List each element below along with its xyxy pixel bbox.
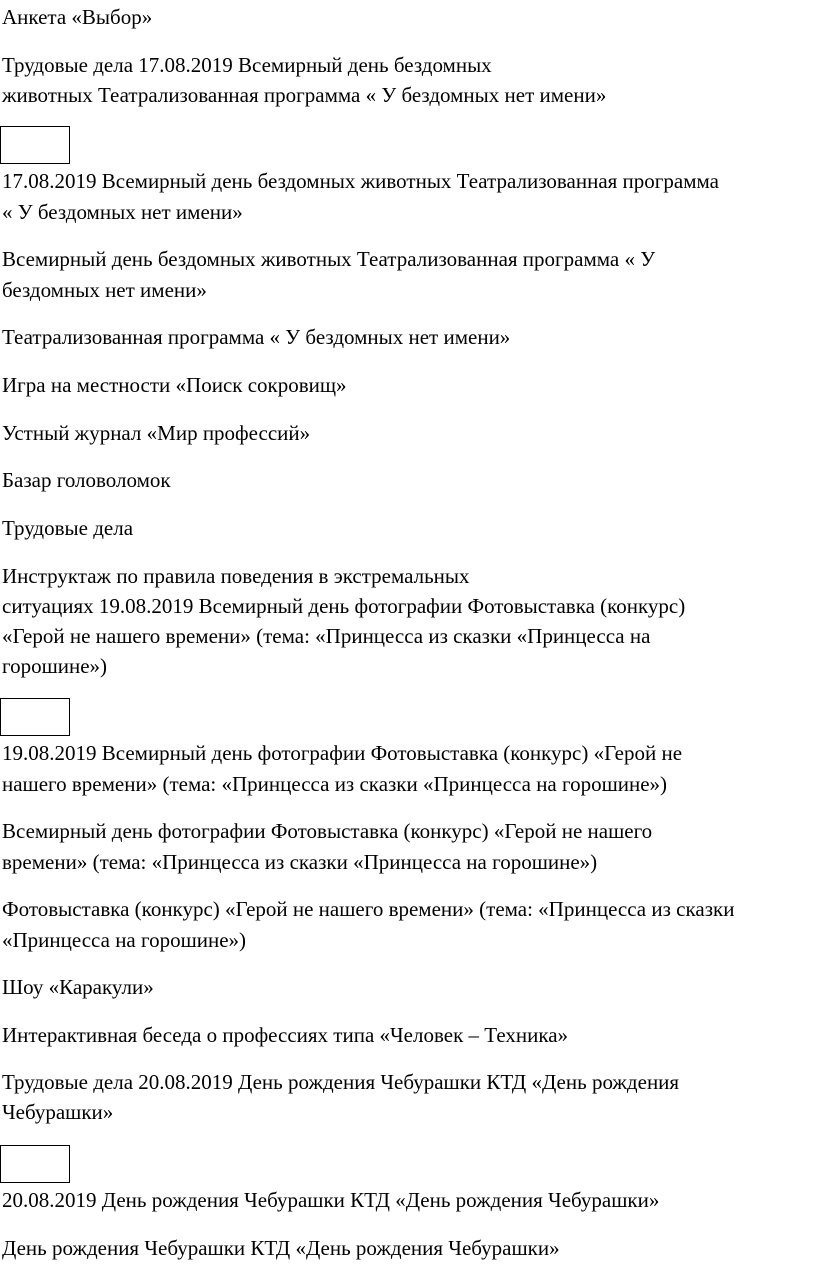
paragraph: Трудовые дела 20.08.2019 День рождения Чебурашки КТД «День рождения — [2, 1070, 680, 1094]
paragraph: Всемирный день фотографии Фотовыставка (конкурс) «Герой не нашего — [2, 819, 653, 843]
paragraph: бездомных нет имени» — [2, 278, 207, 302]
paragraph: 19.08.2019 Всемирный день фотографии Фотовыставка (конкурс) «Герой не — [2, 741, 683, 765]
paragraph: нашего времени» (тема: «Принцесса из сказки «Принцесса на горошине») — [2, 772, 668, 796]
paragraph: Устный журнал «Мир профессий» — [2, 421, 311, 445]
paragraph: Инструктаж по правила поведения в экстремальных — [2, 564, 470, 588]
paragraph: 20.08.2019 День рождения Чебурашки КТД «День рождения Чебурашки» — [2, 1188, 660, 1212]
paragraph: Интерактивная беседа о профессиях типа «Человек – Техника» — [2, 1023, 569, 1047]
paragraph: Трудовые дела — [2, 516, 134, 540]
paragraph: Шоу «Каракули» — [2, 975, 154, 999]
paragraph: горошине») — [2, 654, 108, 678]
paragraph: 17.08.2019 Всемирный день бездомных животных Театрализованная программа — [2, 169, 719, 193]
paragraph: ситуациях 19.08.2019 Всемирный день фотографии Фотовыставка (конкурс) — [2, 594, 686, 618]
paragraph: Чебурашки» — [2, 1100, 114, 1124]
paragraph: « У бездомных нет имени» — [2, 200, 243, 224]
paragraph: Театрализованная программа « У бездомных нет имени» — [2, 325, 511, 349]
paragraph: Всемирный день бездомных животных Театрализованная программа « У — [2, 247, 656, 271]
paragraph: «Герой не нашего времени» (тема: «Принцесса из сказки «Принцесса на — [2, 624, 651, 648]
paragraph: «Принцесса на горошине») — [2, 928, 247, 952]
paragraph: Игра на местности «Поиск сокровищ» — [2, 373, 347, 397]
paragraph: Фотовыставка (конкурс) «Герой не нашего времени» (тема: «Принцесса из сказки — [2, 897, 735, 921]
empty-table-cell — [0, 1145, 70, 1183]
paragraph: Базар головоломок — [2, 468, 171, 492]
paragraph: День рождения Чебурашки КТД «День рождения Чебурашки» — [2, 1236, 560, 1260]
empty-table-cell — [0, 126, 70, 164]
empty-table-cell — [0, 698, 70, 736]
document-title: Анкета «Выбор» — [2, 5, 153, 29]
paragraph: времени» (тема: «Принцесса из сказки «Принцесса на горошине») — [2, 850, 598, 874]
paragraph: Трудовые дела 17.08.2019 Всемирный день бездомных — [2, 53, 492, 77]
paragraph: животных Театрализованная программа « У бездомных нет имени» — [2, 83, 607, 107]
